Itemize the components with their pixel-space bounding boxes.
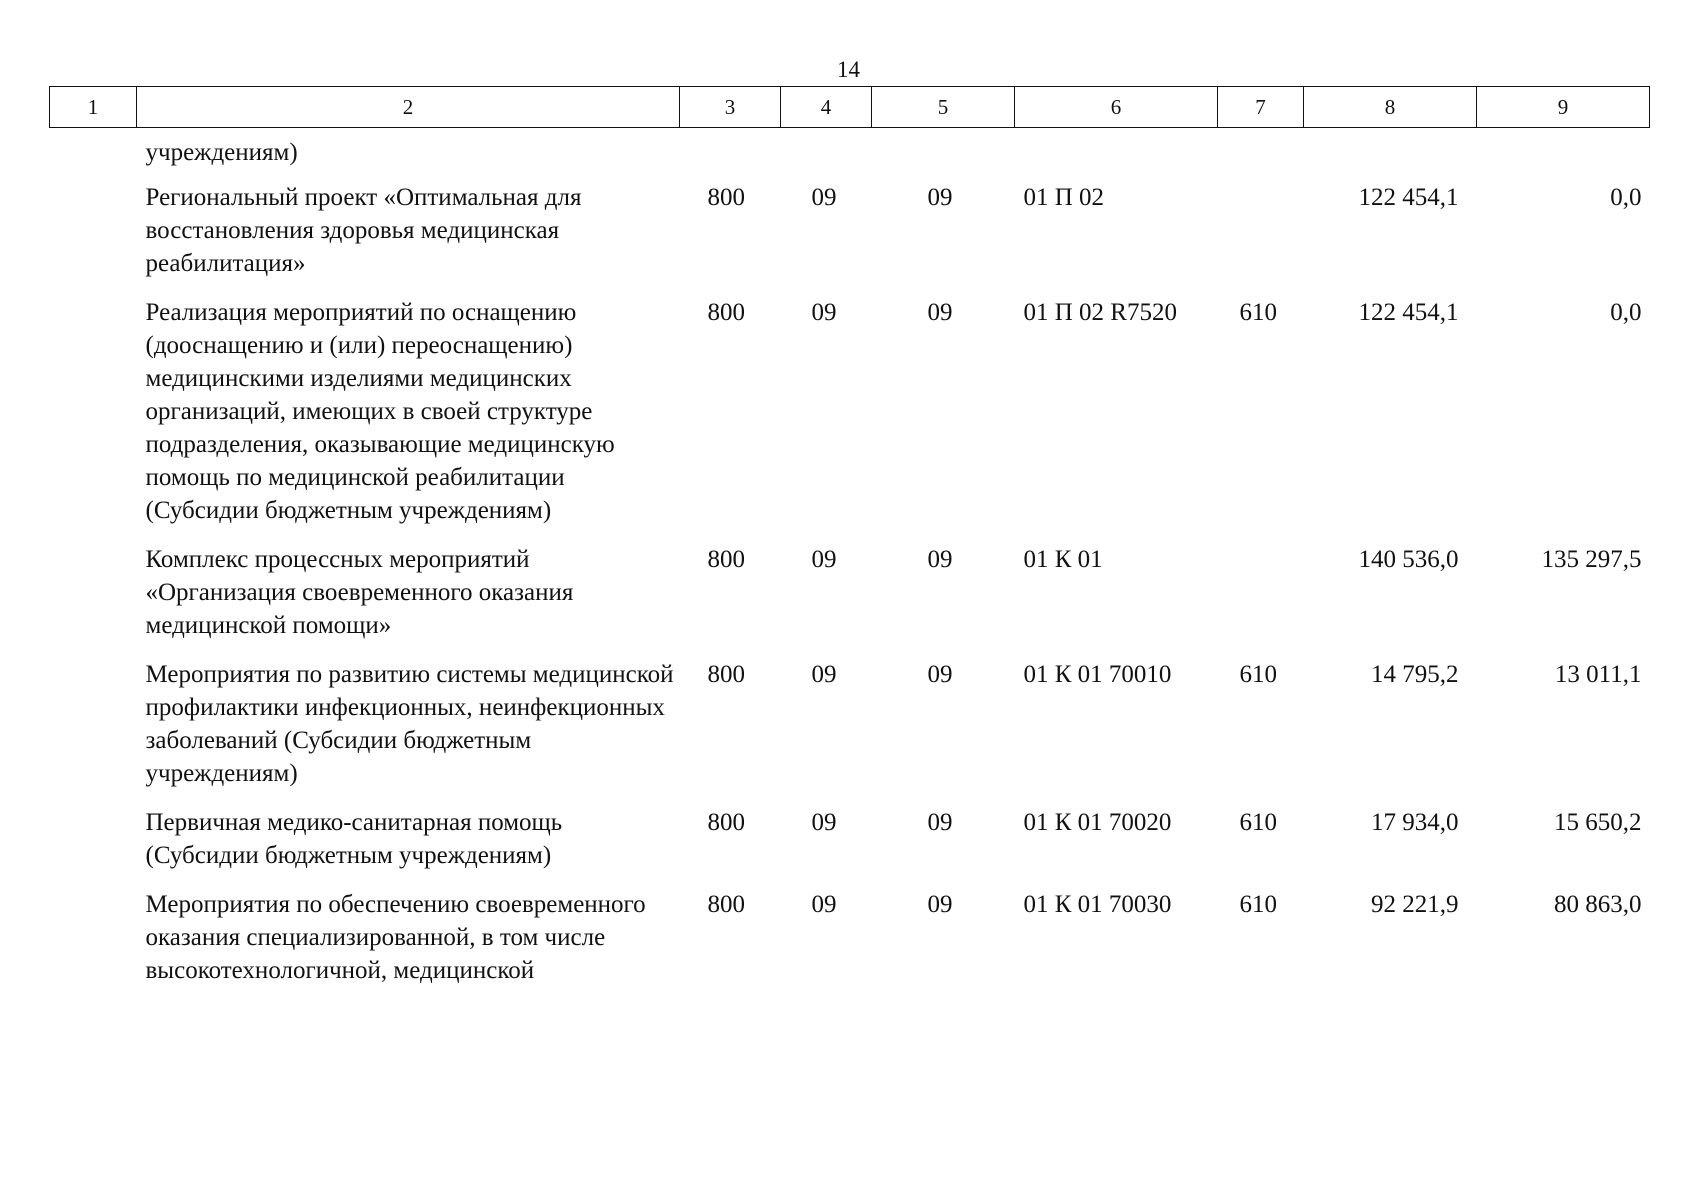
amount-column-8: 140 536,0 [1358, 546, 1459, 573]
row-description: Региональный проект «Оптимальная для восстановления здоровья медицинская реабилитация» [145, 184, 582, 277]
subsection-code: 09 [927, 546, 953, 573]
table-row [50, 658, 1650, 806]
ministry-code: 800 [707, 184, 745, 211]
amount-column-8: 92 221,9 [1371, 891, 1459, 918]
subsection-code: 09 [927, 184, 953, 211]
section-code: 09 [811, 891, 837, 918]
column-number-9: 9 [1477, 87, 1650, 128]
ministry-code: 800 [707, 299, 745, 326]
section-code: 09 [811, 299, 837, 326]
table-row [50, 888, 1650, 1003]
amount-column-9 [1477, 128, 1650, 182]
amount-column-9: 0,0 [1610, 184, 1642, 211]
row-blank-cell [50, 128, 137, 182]
section-code: 09 [811, 184, 837, 211]
column-number-2: 2 [137, 87, 680, 128]
target-article-code: 01 К 01 70020 [1023, 809, 1172, 836]
amount-column-9: 80 863,0 [1554, 891, 1642, 918]
table-row [50, 543, 1650, 658]
column-number-4: 4 [781, 87, 872, 128]
subsection-code: 09 [927, 299, 953, 326]
row-blank-cell [50, 658, 137, 806]
column-number-6: 6 [1015, 87, 1218, 128]
amount-column-8: 122 454,1 [1358, 184, 1459, 211]
row-blank-cell [50, 888, 137, 1003]
table-header-row [50, 87, 1650, 128]
row-description: Мероприятия по обеспечению своевременного оказания специализированной, в том числе высокотехнологичной, медицинской [145, 891, 646, 984]
ministry-code: 800 [707, 891, 745, 918]
section-code: 09 [811, 661, 837, 688]
column-number-5: 5 [872, 87, 1015, 128]
row-blank-cell [50, 181, 137, 296]
section-code [781, 128, 872, 182]
ministry-code [680, 128, 781, 182]
table-row [50, 128, 1650, 182]
target-article-code: 01 П 02 [1023, 184, 1105, 211]
amount-column-9: 13 011,1 [1554, 661, 1642, 688]
amount-column-9: 0,0 [1610, 299, 1642, 326]
column-number-7: 7 [1218, 87, 1304, 128]
section-code: 09 [811, 546, 837, 573]
target-article-code [1015, 128, 1218, 182]
row-description: Комплекс процессных мероприятий «Организация своевременного оказания медицинской помощи» [145, 546, 574, 639]
subsection-code: 09 [927, 809, 953, 836]
expense-type-code [1218, 128, 1304, 182]
row-blank-cell [50, 806, 137, 888]
target-article-code: 01 К 01 [1023, 546, 1103, 573]
subsection-code: 09 [927, 661, 953, 688]
subsection-code: 09 [927, 891, 953, 918]
amount-column-8: 122 454,1 [1358, 299, 1459, 326]
subsection-code [872, 128, 1015, 182]
expense-type-code: 610 [1239, 299, 1277, 326]
table-row [50, 806, 1650, 888]
expense-type-code [1218, 543, 1304, 658]
section-code: 09 [811, 809, 837, 836]
row-description: Реализация мероприятий по оснащению (дооснащению и (или) переоснащению) медицинскими изделиями медицинских организаций, имеющих в своей структуре подразделения, оказывающие медицинскую помощь по медицинской реабилитации (Субсидии бюджетным учреждениям) [145, 299, 615, 524]
amount-column-9: 15 650,2 [1554, 809, 1642, 836]
expense-type-code: 610 [1239, 891, 1277, 918]
amount-column-8 [1304, 128, 1477, 182]
ministry-code: 800 [707, 809, 745, 836]
target-article-code: 01 К 01 70030 [1023, 891, 1172, 918]
amount-column-8: 14 795,2 [1371, 661, 1459, 688]
row-description: Мероприятия по развитию системы медицинской профилактики инфекционных, неинфекционных заболеваний (Субсидии бюджетным учреждениям) [145, 661, 674, 787]
ministry-code: 800 [707, 546, 745, 573]
amount-column-8: 17 934,0 [1371, 809, 1459, 836]
table-row [50, 181, 1650, 296]
row-blank-cell [50, 296, 137, 543]
row-description: учреждениям) [145, 139, 298, 166]
expense-type-code: 610 [1239, 809, 1277, 836]
column-number-3: 3 [680, 87, 781, 128]
table-row [50, 296, 1650, 543]
page-number: 14 [837, 57, 860, 82]
target-article-code: 01 П 02 R7520 [1023, 299, 1177, 326]
expense-type-code: 610 [1239, 661, 1277, 688]
amount-column-9: 135 297,5 [1541, 546, 1642, 573]
target-article-code: 01 К 01 70010 [1023, 661, 1172, 688]
column-number-8: 8 [1304, 87, 1477, 128]
row-blank-cell [50, 543, 137, 658]
ministry-code: 800 [707, 661, 745, 688]
row-description: Первичная медико-санитарная помощь (Субсидии бюджетным учреждениям) [145, 809, 563, 869]
column-number-1: 1 [50, 87, 137, 128]
expense-type-code [1218, 181, 1304, 296]
budget-table [49, 86, 1650, 1003]
